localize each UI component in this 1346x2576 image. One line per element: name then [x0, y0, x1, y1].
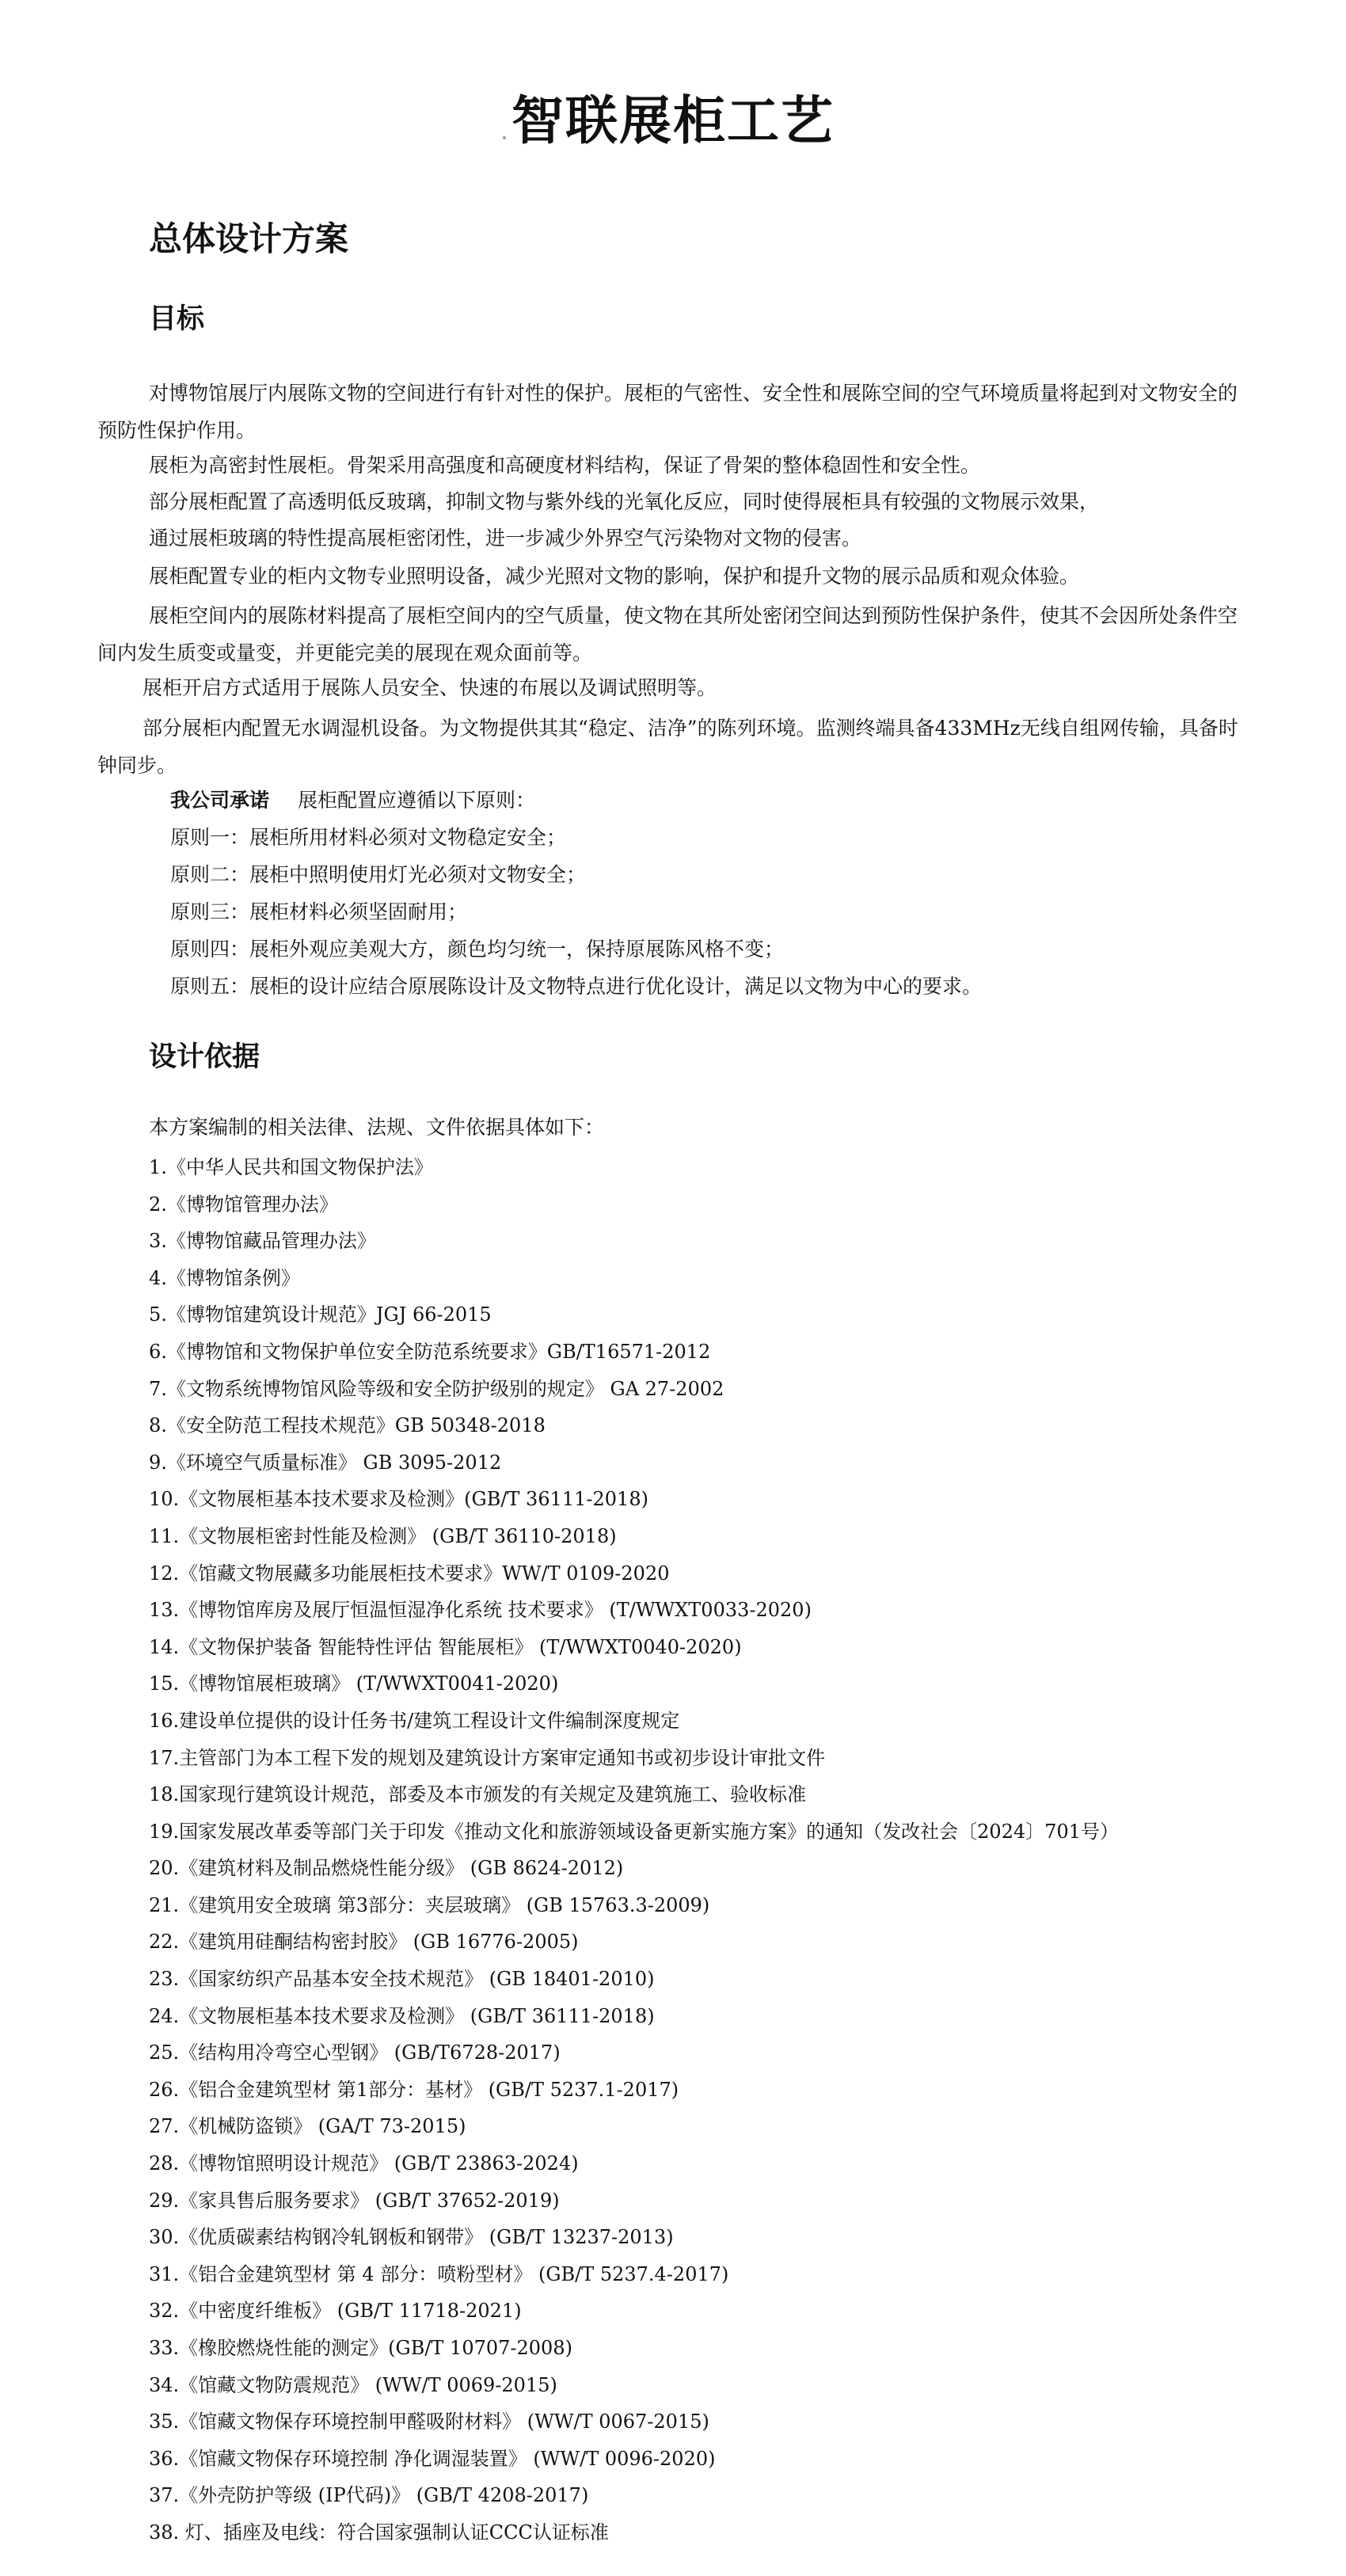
reference-item: 11.《文物展柜密封性能及检测》 (GB/T 36110-2018) [149, 1524, 617, 1547]
goal-paragraph-6: 展柜空间内的展陈材料提高了展柜空间内的空气质量，使文物在其所处密闭空间达到预防性保护条件，使其不会因所处条件空间内发生质变或量变，并更能完美的展现在观众面前等。 [97, 604, 1238, 664]
reference-item: 27.《机械防盗锁》 (GA/T 73-2015) [149, 2115, 466, 2138]
goal-paragraph-4: 通过展柜玻璃的特性提高展柜密闭性，进一步减少外界空气污染物对文物的侵害。 [149, 527, 862, 550]
reference-item: 25.《结构用冷弯空心型钢》 (GB/T6728-2017) [149, 2041, 561, 2064]
goal-paragraph-1: 对博物馆展厅内展陈文物的空间进行有针对性的保护。展柜的气密性、安全性和展陈空间的空气环境质量将起到对文物安全的预防性保护作用。 [97, 382, 1238, 442]
reference-item: 21.《建筑用安全玻璃 第3部分：夹层玻璃》 (GB 15763.3-2009) [149, 1893, 710, 1916]
principle-3: 原则三：展柜材料必须坚固耐用； [170, 900, 468, 923]
reference-item: 14.《文物保护装备 智能特性评估 智能展柜》 (T/WWXT0040-2020) [149, 1635, 742, 1658]
reference-item: 6.《博物馆和文物保护单位安全防范系统要求》GB/T16571-2012 [149, 1340, 711, 1363]
principle-1: 原则一：展柜所用材料必须对文物稳定安全； [170, 826, 567, 849]
reference-item: 36.《馆藏文物保存环境控制 净化调湿装置》 (WW/T 0096-2020) [149, 2447, 716, 2470]
reference-item: 16.建设单位提供的设计任务书/建筑工程设计文件编制深度规定 [149, 1709, 680, 1732]
reference-item: 19.国家发展改革委等部门关于印发《推动文化和旅游领域设备更新实施方案》的通知（发改社会〔2024〕701号） [149, 1820, 1120, 1843]
reference-list [149, 1149, 1119, 2551]
basis-intro: 本方案编制的相关法律、法规、文件依据具体如下： [149, 1116, 605, 1139]
reference-item: 15.《博物馆展柜玻璃》 (T/WWXT0041-2020) [149, 1672, 559, 1695]
reference-item: 3.《博物馆藏品管理办法》 [149, 1230, 376, 1253]
reference-item: 34.《馆藏文物防震规范》 (WW/T 0069-2015) [149, 2373, 557, 2396]
basis-heading: 设计依据 [149, 1041, 260, 1073]
reference-item: 13.《博物馆库房及展厅恒温恒湿净化系统 技术要求》 (T/WWXT0033-2020) [149, 1599, 812, 1622]
goal-paragraph-2: 展柜为高密封性展柜。骨架采用高强度和高硬度材料结构，保证了骨架的整体稳固性和安全性。 [149, 454, 981, 477]
document-title: 智联展柜工艺 [511, 90, 835, 151]
reference-item: 5.《博物馆建筑设计规范》JGJ 66-2015 [149, 1303, 492, 1326]
pledge-text: 展柜配置应遵循以下原则： [298, 789, 536, 812]
principle-4: 原则四：展柜外观应美观大方，颜色均匀统一，保持原展陈风格不变； [170, 938, 785, 961]
principle-2: 原则二：展柜中照明使用灯光必须对文物安全； [170, 863, 587, 886]
reference-item: 18.国家现行建筑设计规范，部委及本市颁发的有关规定及建筑施工、验收标准 [149, 1783, 807, 1806]
reference-item: 10.《文物展柜基本技术要求及检测》(GB/T 36111-2018) [149, 1488, 648, 1511]
reference-item: 17.主管部门为本工程下发的规划及建筑设计方案审定通知书或初步设计审批文件 [149, 1746, 826, 1769]
reference-item: 26.《铝合金建筑型材 第1部分：基材》 (GB/T 5237.1-2017) [149, 2078, 679, 2101]
reference-item: 35.《馆藏文物保存环境控制甲醛吸附材料》 (WW/T 0067-2015) [149, 2410, 709, 2433]
goal-paragraph-3: 部分展柜配置了高透明低反玻璃，抑制文物与紫外线的光氧化反应，同时使得展柜具有较强的文物展示效果， [149, 490, 1100, 513]
reference-item: 22.《建筑用硅酮结构密封胶》 (GB 16776-2005) [149, 1931, 579, 1954]
pledge-line [170, 785, 535, 816]
goal-paragraph-7: 展柜开启方式适用于展陈人员安全、快速的布展以及调试照明等。 [143, 676, 717, 699]
reference-item: 7.《文物系统博物馆风险等级和安全防护级别的规定》 GA 27-2002 [149, 1377, 724, 1400]
reference-item: 38. 灯、插座及电线：符合国家强制认证CCC认证标准 [149, 2521, 609, 2544]
goal-paragraph-8: 部分展柜内配置无水调湿机设备。为文物提供其其“稳定、洁净”的陈列环境。监测终端具备433MHz无线自组网传输，具备时钟同步。 [97, 717, 1238, 777]
reference-item: 12.《馆藏文物展藏多功能展柜技术要求》WW/T 0109-2020 [149, 1562, 670, 1585]
reference-item: 30.《优质碳素结构钢冷轧钢板和钢带》 (GB/T 13237-2013) [149, 2226, 674, 2249]
section-title: 总体设计方案 [149, 219, 349, 258]
goal-heading: 目标 [149, 303, 205, 335]
reference-item: 23.《国家纺织产品基本安全技术规范》 (GB 18401-2010) [149, 1968, 655, 1991]
pledge-label: 我公司承诺 [170, 789, 270, 812]
reference-item: 4.《博物馆条例》 [149, 1266, 300, 1289]
reference-item: 2.《博物馆管理办法》 [149, 1193, 338, 1216]
title-mark [503, 136, 506, 139]
reference-item: 24.《文物展柜基本技术要求及检测》 (GB/T 36111-2018) [149, 2004, 655, 2027]
principle-5: 原则五：展柜的设计应结合原展陈设计及文物特点进行优化设计，满足以文物为中心的要求。 [170, 975, 983, 998]
reference-item: 8.《安全防范工程技术规范》GB 50348-2018 [149, 1414, 546, 1437]
reference-item: 33.《橡胶燃烧性能的测定》(GB/T 10707-2008) [149, 2337, 572, 2359]
reference-item: 20.《建筑材料及制品燃烧性能分级》 (GB 8624-2012) [149, 1857, 624, 1880]
reference-item: 29.《家具售后服务要求》 (GB/T 37652-2019) [149, 2189, 560, 2212]
reference-item: 37.《外壳防护等级 (IP代码)》 (GB/T 4208-2017) [149, 2484, 589, 2507]
reference-item: 1.《中华人民共和国文物保护法》 [149, 1156, 433, 1178]
reference-item: 28.《博物馆照明设计规范》 (GB/T 23863-2024) [149, 2152, 579, 2175]
reference-item: 9.《环境空气质量标准》 GB 3095-2012 [149, 1451, 502, 1474]
reference-item: 32.《中密度纤维板》 (GB/T 11718-2021) [149, 2300, 522, 2323]
goal-paragraph-5: 展柜配置专业的柜内文物专业照明设备，减少光照对文物的影响，保护和提升文物的展示品质和观众体验。 [149, 565, 1080, 588]
reference-item: 31.《铝合金建筑型材 第 4 部分：喷粉型材》 (GB/T 5237.4-2017) [149, 2262, 729, 2285]
